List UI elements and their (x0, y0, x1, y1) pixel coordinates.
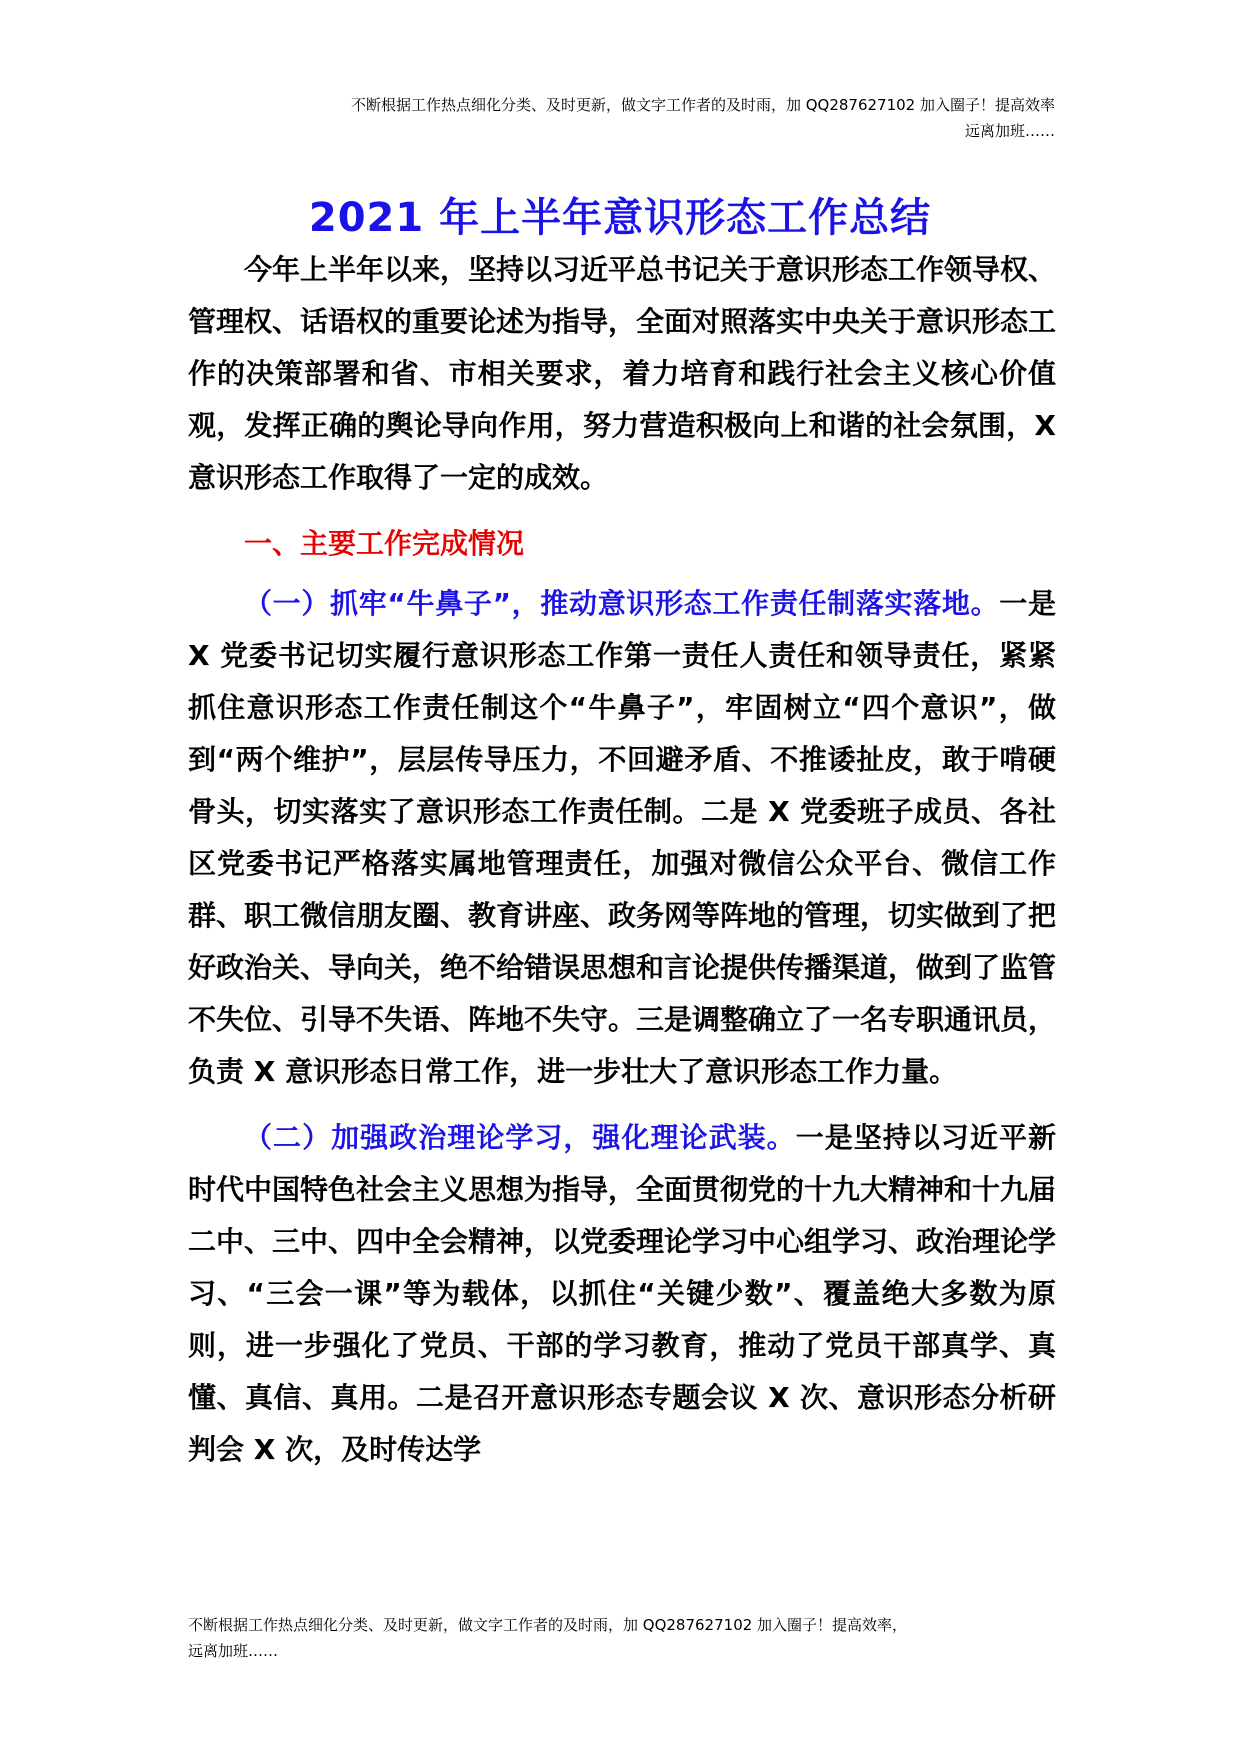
section-item-1 (188, 578, 1056, 1098)
document-body (188, 244, 1056, 1490)
page-footer-note (188, 1612, 1056, 1664)
section-heading: 一、主要工作完成情况 (244, 527, 525, 560)
item-1-body: 一是 X 党委书记切实履行意识形态工作第一责任人责任和领导责任，紧紧抓住意识形态工作责任制这个“牛鼻子”，牢固树立“四个意识”，做到“两个维护”，层层传导压力，不回避矛盾、不推诿扯皮，敢于啃硬骨头，切实落实了意识形态工作责任制。二是 X 党委班子成员、各社区党委书记严格落实属地管理责任，加强对微信公众平台、微信工作群、职工微信朋友圈、教育讲座、政务网等阵地的管理，切实做到了把好政治关、导向关，绝不给错误思想和言论提供传播渠道，做到了监管不失位、引导不失语、阵地不失守。三是调整确立了一名专职通讯员，负责 X 意识形态日常工作，进一步壮大了意识形态工作力量。 (188, 587, 1057, 1088)
footer-note-line2: 远离加班…… (188, 1642, 279, 1660)
item-2-heading: （二）加强政治理论学习，强化理论武装。 (244, 1121, 796, 1154)
item-1-heading: （一）抓牢“牛鼻子”，推动意识形态工作责任制落实落地。 (244, 587, 1000, 620)
header-note-line2: 远离加班…… (964, 122, 1055, 140)
footer-note-line1: 不断根据工作热点细化分类、及时更新，做文字工作者的及时雨，加 QQ287627102 加入圈子！提高效率， (188, 1616, 908, 1634)
header-note-line1: 不断根据工作热点细化分类、及时更新，做文字工作者的及时雨，加 QQ287627102 加入圈子！提高效率 (350, 96, 1055, 114)
section-item-2 (188, 1112, 1056, 1476)
document-title: 2021 年上半年意识形态工作总结 (308, 195, 932, 241)
item-2-body: 一是坚持以习近平新时代中国特色社会主义思想为指导，全面贯彻党的十九大精神和十九届二中、三中、四中全会精神，以党委理论学习中心组学习、政治理论学习、“三会一课”等为载体，以抓住“关键少数”、覆盖绝大多数为原则，进一步强化了党员、干部的学习教育，推动了党员干部真学、真懂、真信、真用。二是召开意识形态专题会议 X 次、意识形态分析研判会 X 次，及时传达学 (188, 1121, 1057, 1466)
intro-paragraph: 今年上半年以来，坚持以习近平总书记关于意识形态工作领导权、管理权、话语权的重要论述为指导，全面对照落实中央关于意识形态工作的决策部署和省、市相关要求，着力培育和践行社会主义核心价值观，发挥正确的舆论导向作用，努力营造积极向上和谐的社会氛围，X 意识形态工作取得了一定的成效。 (188, 253, 1057, 494)
page-header-note (195, 92, 1055, 144)
